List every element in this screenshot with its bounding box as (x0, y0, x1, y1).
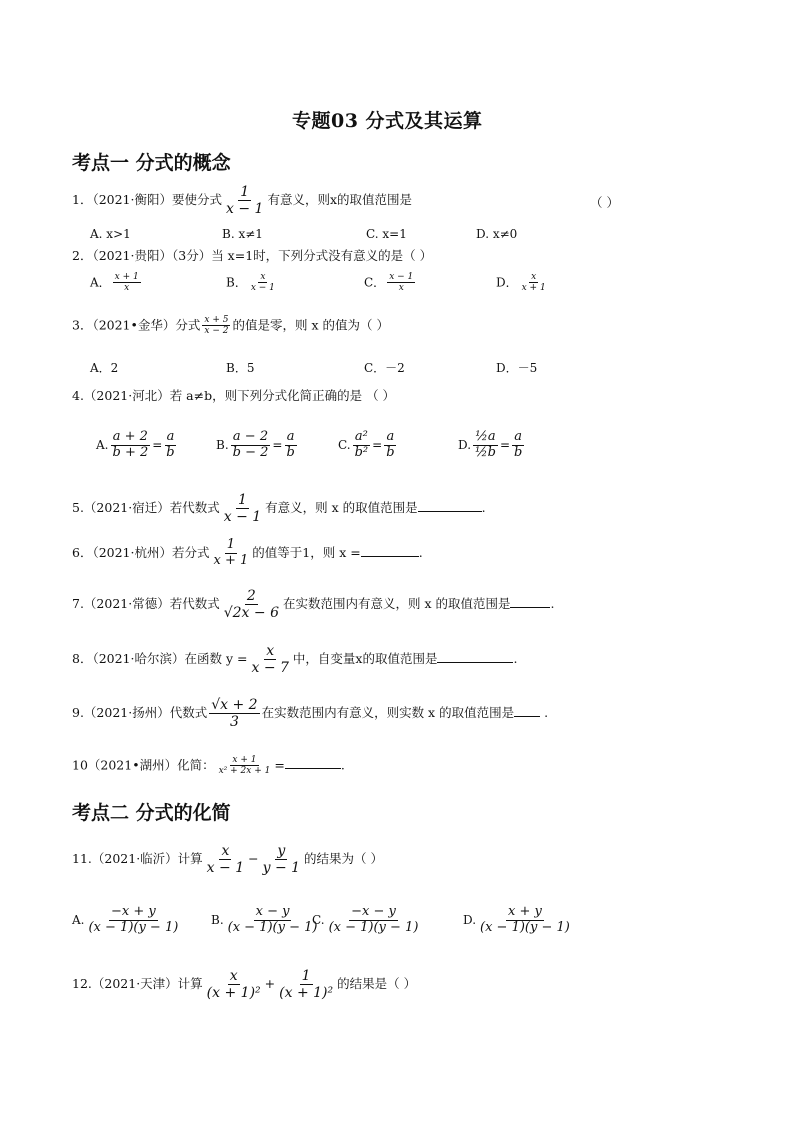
question-1-option-d: D. x≠0 (476, 227, 518, 241)
question-3-option-b: B．5 (226, 361, 255, 375)
question-11-option-c: C. $\frac{-x - y}{(x - 1)(y - 1)}$ (312, 904, 419, 935)
question-6: 6．（2021·杭州）若分式 $\frac{1}{x + 1}$ 的值等于1，则 x = . (72, 537, 423, 568)
question-1-fraction: $\frac{1}{x - 1}$ (226, 184, 264, 218)
question-4: 4.（2021·河北）若 a≠b，则下列分式化简正确的是 （ ） (72, 388, 396, 403)
question-5: 5.（2021·宿迁）若代数式 $\frac{1}{x - 1}$ 有意义，则 x 的取值范围是 . (72, 492, 486, 526)
question-4-option-d: D. $\frac{\text{½a}}{\text{½b}}$ = $\frac{a}{b}$ (458, 429, 523, 460)
question-8: 8．（2021·哈尔滨）在函数 y = $\frac{x}{x - 7}$ 中，自变量x的取值范围是 . (72, 643, 518, 677)
question-1-option-a: A. x>1 (90, 227, 131, 241)
question-2-option-b: B． $\frac{x}{x - 1}$ (226, 272, 275, 294)
question-3-option-d: D．－5 (496, 361, 538, 375)
question-5-answer-blank[interactable] (418, 511, 482, 512)
question-2: 2．（2021·贵阳）（3分）当 x=1时，下列分式没有意义的是（ ） (72, 248, 433, 263)
question-4-option-a: A. $\frac{a + 2}{b + 2}$ = $\frac{a}{b}$ (96, 429, 175, 460)
question-1-prefix: 1．（2021·衡阳）要使分式 (72, 192, 222, 208)
section-heading-2: 考点二 分式的化简 (72, 802, 231, 824)
question-1-option-c: C. x=1 (366, 227, 407, 241)
question-6-answer-blank[interactable] (361, 556, 419, 557)
question-3-fraction: $\frac{x + 5}{x - 2}$ (204, 315, 229, 337)
question-11-option-b: B. $\frac{x - y}{(x - 1)(y - 1)}$ (211, 904, 318, 935)
question-7: 7.（2021·常德）若代数式 $\frac{2}{√2x - 6}$ 在实数范围内有意义，则 x 的取值范围是 . (72, 588, 555, 622)
question-4-option-c: C. $\frac{\text{a²}}{\text{b²}}$ = $\frac{a}{b}$ (338, 429, 395, 460)
question-8-answer-blank[interactable] (437, 662, 513, 663)
question-1-answer-paren: （ ） (590, 195, 619, 210)
question-2-option-d: D． $\frac{x}{x + 1}$ (496, 272, 546, 294)
question-1-option-b: B. x≠1 (222, 227, 263, 241)
question-11-option-d: D. $\frac{x + y}{(x - 1)(y - 1)}$ (463, 904, 570, 935)
question-2-option-c: C． $\frac{x - 1}{x}$ (364, 272, 414, 294)
question-10-answer-blank[interactable] (285, 768, 341, 769)
question-12: 12.（2021·天津）计算 $\frac{x}{\text{(x + 1)²}}$ + $\frac{1}{\text{(x + 1)²}}$ 的结果是（ ） (72, 968, 417, 1002)
question-9: 9.（2021·扬州）代数式 $\frac{√x + 2}{3}$ 在实数范围内有意义，则实数 x 的取值范围是 . (72, 697, 549, 731)
question-3-option-a: A．2 (90, 361, 119, 375)
question-3-option-c: C．－2 (364, 361, 405, 375)
question-4-option-b: B. $\frac{a - 2}{b - 2}$ = $\frac{a}{b}$ (216, 429, 295, 460)
question-11-option-a: A. $\frac{-x + y}{(x - 1)(y - 1)}$ (72, 904, 179, 935)
question-1-suffix: 有意义，则x的取值范围是 (267, 192, 412, 208)
question-10: 10（2021•湖州）化简： $\frac{x + 1}{\text{x² + 2x + 1}}$ = . (72, 755, 345, 777)
question-3: 3．（2021•金华）分式 $\frac{x + 5}{x - 2}$ 的值是零，则 x 的值为（ ） (72, 315, 389, 337)
question-1 (72, 184, 412, 217)
question-2-option-a: A． $\frac{x + 1}{x}$ (90, 272, 139, 294)
question-9-answer-blank[interactable] (514, 716, 540, 717)
question-11: 11.（2021·临沂）计算 $\frac{x}{x - 1}$ − $\frac{y}{y - 1}$ 的结果为（ ） (72, 843, 384, 877)
page-title: 专题03 分式及其运算 (292, 110, 483, 132)
section-heading-1: 考点一 分式的概念 (72, 152, 231, 174)
question-7-answer-blank[interactable] (510, 607, 550, 608)
